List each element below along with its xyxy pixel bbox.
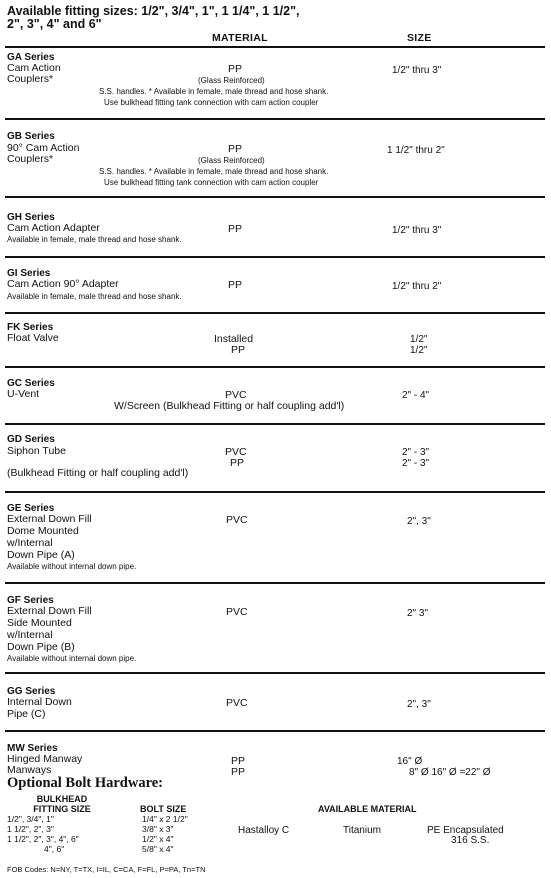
- material-value: PP: [228, 279, 243, 291]
- size-value: 2", 3": [407, 516, 431, 527]
- product-name: Pipe (C): [7, 708, 46, 720]
- size-column-header: SIZE: [407, 32, 432, 44]
- row-note: S.S. handles. * Available in female, male thread and hose shank.: [99, 87, 329, 96]
- row-note: Available without internal down pipe.: [7, 654, 137, 663]
- row-note: Available without internal down pipe.: [7, 562, 137, 571]
- fitting-size: 1 1/2", 2", 3", 4", 6": [7, 834, 79, 844]
- series-code: GI Series: [7, 268, 51, 279]
- series-code: FK Series: [7, 322, 54, 333]
- product-name: w/Internal: [7, 537, 53, 549]
- size-value: 2" - 3": [402, 458, 430, 469]
- material-value: PP: [230, 457, 245, 469]
- divider: [5, 423, 545, 425]
- product-name: Cam Action 90° Adapter: [7, 278, 119, 290]
- material-option: 316 S.S.: [451, 835, 490, 846]
- size-value: 16" Ø: [397, 756, 423, 767]
- divider: [5, 366, 545, 368]
- product-name: Internal Down: [7, 696, 72, 708]
- material-value: PP: [231, 766, 246, 778]
- material-note: (Glass Reinforced): [198, 76, 265, 85]
- product-name: Siphon Tube: [7, 445, 66, 457]
- bolt-size-column-header: BOLT SIZE: [140, 804, 187, 814]
- bolt-size: 1/2" x 4": [142, 834, 174, 844]
- material-column-header: MATERIAL: [212, 32, 268, 44]
- size-value: 2" 3": [407, 608, 429, 619]
- row-note: Available in female, male thread and hose shank.: [7, 292, 182, 301]
- row-note: Use bulkhead fitting tank connection with cam action coupler: [104, 178, 319, 187]
- material-value: PP: [231, 755, 246, 767]
- material-value: PVC: [225, 446, 247, 458]
- row-note: (Bulkhead Fitting or half coupling add'l): [7, 467, 189, 479]
- size-value: 2" - 4": [402, 390, 430, 401]
- series-code: GF Series: [7, 595, 54, 606]
- series-code: GC Series: [7, 378, 55, 389]
- fitting-size: 1 1/2", 2", 3": [7, 824, 54, 834]
- product-name: w/Internal: [7, 629, 53, 641]
- series-code: GA Series: [7, 52, 55, 63]
- row-note: Available in female, male thread and hose shank.: [7, 235, 182, 244]
- series-code: GE Series: [7, 503, 55, 514]
- product-name: External Down Fill: [7, 605, 92, 617]
- fitting-size: 1/2", 3/4", 1": [7, 814, 54, 824]
- fob-codes: FOB Codes: N=NY, T=TX, I=IL, C=CA, F=FL, P=PA, Tn=TN: [7, 865, 206, 874]
- material-value: PP: [228, 223, 243, 235]
- size-value: 1/2": [410, 334, 428, 345]
- series-code: GH Series: [7, 212, 55, 223]
- section-title: Optional Bolt Hardware:: [7, 775, 164, 791]
- product-name: Dome Mounted: [7, 525, 79, 537]
- divider: [5, 46, 545, 48]
- series-code: MW Series: [7, 743, 58, 754]
- product-name: Cam Action: [7, 62, 61, 74]
- material-value: PVC: [226, 606, 248, 618]
- divider: [5, 730, 545, 732]
- product-name: Down Pipe (A): [7, 549, 75, 561]
- product-name: U-Vent: [7, 388, 40, 400]
- page-title-line1: Available fitting sizes: 1/2", 3/4", 1", 1 1/4", 1 1/2",: [7, 4, 300, 18]
- material-value: PVC: [225, 389, 247, 401]
- series-code: GG Series: [7, 686, 56, 697]
- series-code: GD Series: [7, 434, 55, 445]
- material-note: W/Screen (Bulkhead Fitting or half coupling add'l): [114, 400, 345, 412]
- product-name: Float Valve: [7, 332, 59, 344]
- divider: [5, 118, 545, 120]
- row-note: Use bulkhead fitting tank connection with cam action coupler: [104, 98, 319, 107]
- product-name: External Down Fill: [7, 513, 92, 525]
- material-value: PP: [231, 344, 246, 356]
- divider: [5, 672, 545, 674]
- product-name: Cam Action Adapter: [7, 222, 100, 234]
- size-value: 1 1/2" thru 2": [387, 145, 445, 156]
- bolt-size: 1/4" x 2 1/2": [142, 814, 188, 824]
- size-value: 1/2" thru 3": [392, 65, 442, 76]
- material-option: PE Encapsulated: [427, 825, 504, 836]
- product-name: 90° Cam Action: [7, 142, 80, 154]
- bolt-size: 5/8" x 4": [142, 844, 174, 854]
- product-name: Hinged Manway: [7, 753, 83, 765]
- divider: [5, 256, 545, 258]
- material-value: PP: [228, 63, 243, 75]
- product-name: Manways: [7, 764, 52, 776]
- size-value: 8" Ø 16" Ø =22" Ø: [409, 767, 491, 778]
- divider: [5, 312, 545, 314]
- page-title-line2: 2", 3", 4" and 6": [7, 17, 102, 31]
- available-material-column-header: AVAILABLE MATERIAL: [318, 804, 417, 814]
- divider: [5, 196, 545, 198]
- material-value: PVC: [226, 514, 248, 526]
- material-value: PP: [228, 143, 243, 155]
- header-line: FITTING SIZE: [33, 804, 91, 814]
- size-value: 1/2": [410, 345, 428, 356]
- fitting-size: 4", 6": [44, 844, 65, 854]
- material-note: (Glass Reinforced): [198, 156, 265, 165]
- header-line: BULKHEAD: [36, 794, 88, 804]
- product-name: Couplers*: [7, 73, 54, 85]
- material-value: Installed: [214, 333, 254, 345]
- size-value: 2", 3": [407, 699, 431, 710]
- bolt-size: 3/8" x 3": [142, 824, 174, 834]
- material-value: PVC: [226, 697, 248, 709]
- material-option: Titanium: [343, 825, 381, 836]
- series-code: GB Series: [7, 131, 55, 142]
- size-value: 1/2" thru 2": [392, 281, 442, 292]
- divider: [5, 582, 545, 584]
- bulkhead-column-header: [30, 794, 94, 814]
- row-note: S.S. handles. * Available in female, male thread and hose shank.: [99, 167, 329, 176]
- divider: [5, 491, 545, 493]
- product-name: Couplers*: [7, 153, 54, 165]
- size-value: 1/2" thru 3": [392, 225, 442, 236]
- size-value: 2" - 3": [402, 447, 430, 458]
- product-name: Down Pipe (B): [7, 641, 75, 653]
- material-option: Hastalloy C: [238, 825, 290, 836]
- product-name: Side Mounted: [7, 617, 72, 629]
